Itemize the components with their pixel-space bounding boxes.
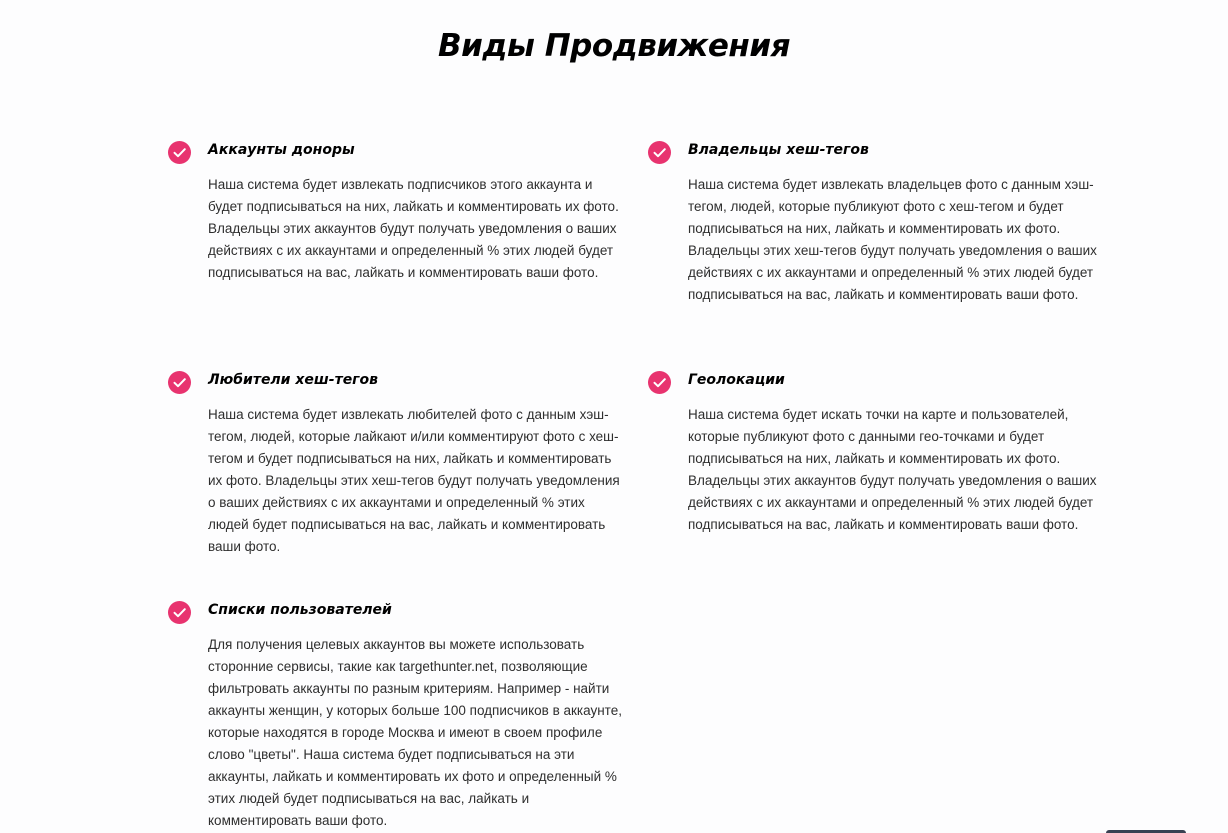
feature-title: Списки пользователей: [208, 602, 392, 618]
check-circle-icon: [648, 371, 671, 394]
check-circle-icon: [168, 601, 191, 624]
check-circle-icon: [168, 141, 191, 164]
feature-title: Любители хеш-тегов: [208, 372, 378, 388]
feature-title: Геолокации: [688, 372, 785, 388]
feature-description: Наша система будет извлекать владельцев фото с данным хэш-тегом, людей, которые публикуют фото с хеш-тегом и будет подписываться на них, лайкать и комментировать их фото. Владельцы этих хеш-тегов будут получать уведомления о ваших действиях с их аккаунтами и определенный % этих людей будет подписываться на вас, лайкать и комментировать ваши фото.: [688, 177, 1097, 302]
feature-title: Владельцы хеш-тегов: [688, 142, 869, 158]
feature-description: Наша система будет извлекать подписчиков этого аккаунта и будет подписываться на них, лайкать и комментировать их фото. Владельцы этих аккаунтов будут получать уведомления о ваших действиях с их аккаунтами и определенный % этих людей будет подписываться на вас, лайкать и комментировать ваши фото.: [208, 177, 619, 280]
feature-description: Наша система будет извлекать любителей фото с данным хэш-тегом, людей, которые лайкают и/или комментируют фото с хеш-тегом и будет подписываться на них, лайкать и комментировать их фото. Владельцы этих хеш-тегов будут получать уведомления о ваших действиях с их аккаунтами и определенный % этих людей будет подписываться на вас, лайкать и комментировать ваши фото.: [208, 407, 620, 554]
page-title: Виды Продвижения: [438, 28, 790, 64]
feature-description: Для получения целевых аккаунтов вы можете использовать сторонние сервисы, такие как targethunter.net, позволяющие фильтровать аккаунты по разным критериям. Например - найти аккаунты женщин, у которых больше 100 подписчиков в аккаунте, которые находятся в городе Москва и имеют в своем профиле слово "цветы". Наша система будет подписываться на эти аккаунты, лайкать и комментировать их фото и определенный % этих людей будет подписываться на вас, лайкать и комментировать ваши фото.: [208, 637, 622, 828]
feature-description: Наша система будет искать точки на карте и пользователей, которые публикуют фото с данными гео-точками и будет подписываться на них, лайкать и комментировать их фото. Владельцы этих аккаунтов будут получать уведомления о ваших действиях с их аккаунтами и определенный % этих людей будет подписываться на вас, лайкать и комментировать ваши фото.: [688, 407, 1097, 532]
check-circle-icon: [648, 141, 671, 164]
check-circle-icon: [168, 371, 191, 394]
feature-title: Аккаунты доноры: [208, 142, 355, 158]
